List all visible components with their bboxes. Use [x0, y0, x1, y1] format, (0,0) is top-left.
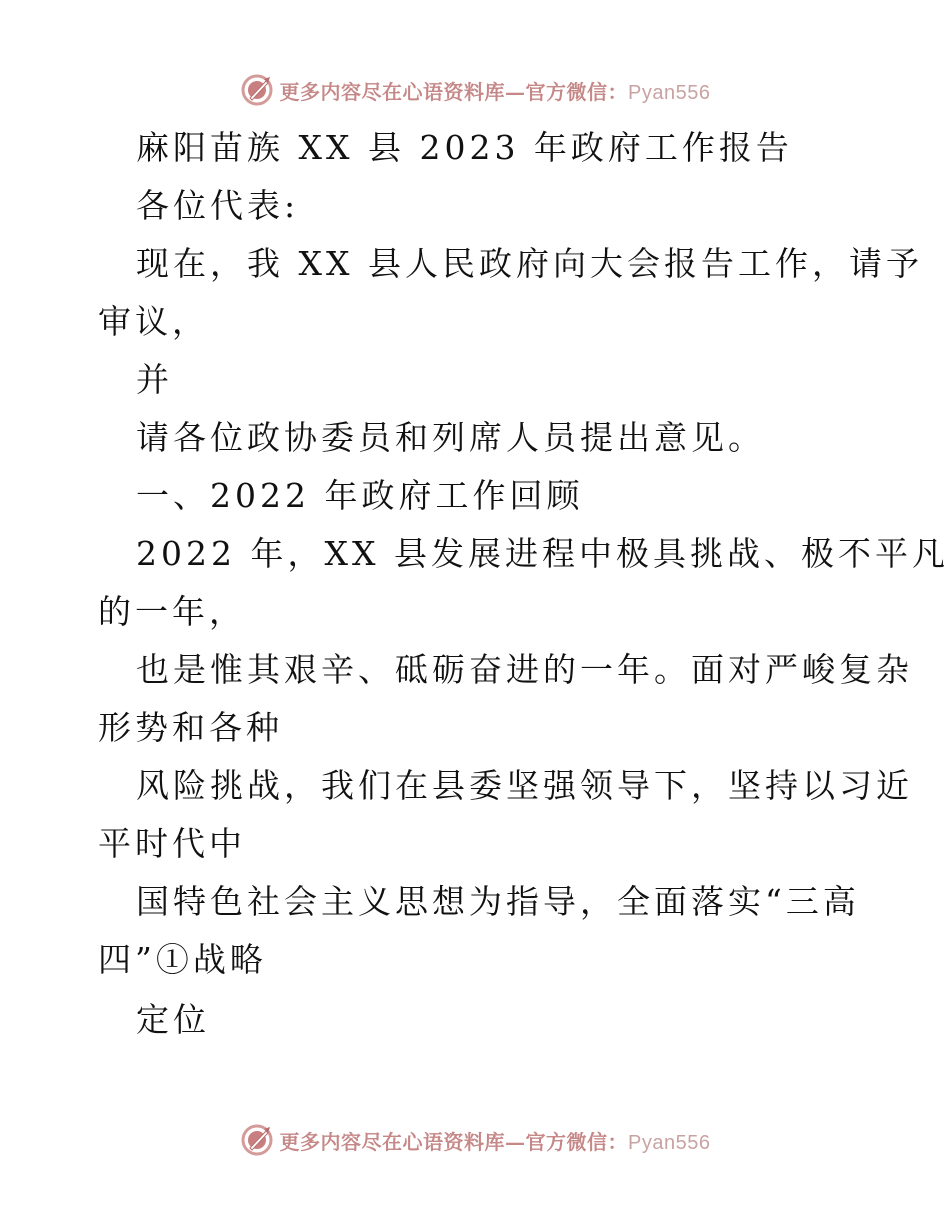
header-watermark: [0, 70, 950, 110]
salutation: 各位代表:: [136, 186, 300, 225]
paragraph-line: 四”①战略: [98, 940, 267, 979]
paragraph-line: 也是惟其艰辛、砥砺奋进的一年。面对严峻复杂: [136, 650, 913, 689]
watermark-text: 更多内容尽在心语资料库—官方微信：Pyan556: [279, 79, 711, 104]
paragraph-line: 审议，: [98, 302, 209, 341]
paragraph-line: 平时代中: [98, 824, 246, 863]
paragraph-line: 定位: [136, 1000, 210, 1039]
paragraph-line: 国特色社会主义思想为指导，全面落实“三高: [136, 882, 860, 921]
paragraph-line: 并: [136, 360, 173, 399]
document-title: 麻阳苗族 XX 县 2023 年政府工作报告: [136, 128, 793, 167]
paragraph-line: 请各位政协委员和列席人员提出意见。: [136, 418, 765, 457]
watermark-text: 更多内容尽在心语资料库—官方微信：Pyan556: [279, 1129, 711, 1154]
pen-logo-icon: [240, 1123, 274, 1157]
section-heading: 一、2022 年政府工作回顾: [136, 476, 584, 515]
paragraph-line: 现在，我 XX 县人民政府向大会报告工作，请予: [136, 244, 923, 283]
paragraph-line: 2022 年，XX 县发展进程中极具挑战、极不平凡: [136, 534, 949, 573]
footer-watermark: [0, 1120, 950, 1160]
paragraph-line: 风险挑战，我们在县委坚强领导下，坚持以习近: [136, 766, 913, 805]
paragraph-line: 形势和各种: [98, 708, 283, 747]
paragraph-line: 的一年，: [98, 592, 246, 631]
pen-logo-icon: [240, 73, 274, 107]
